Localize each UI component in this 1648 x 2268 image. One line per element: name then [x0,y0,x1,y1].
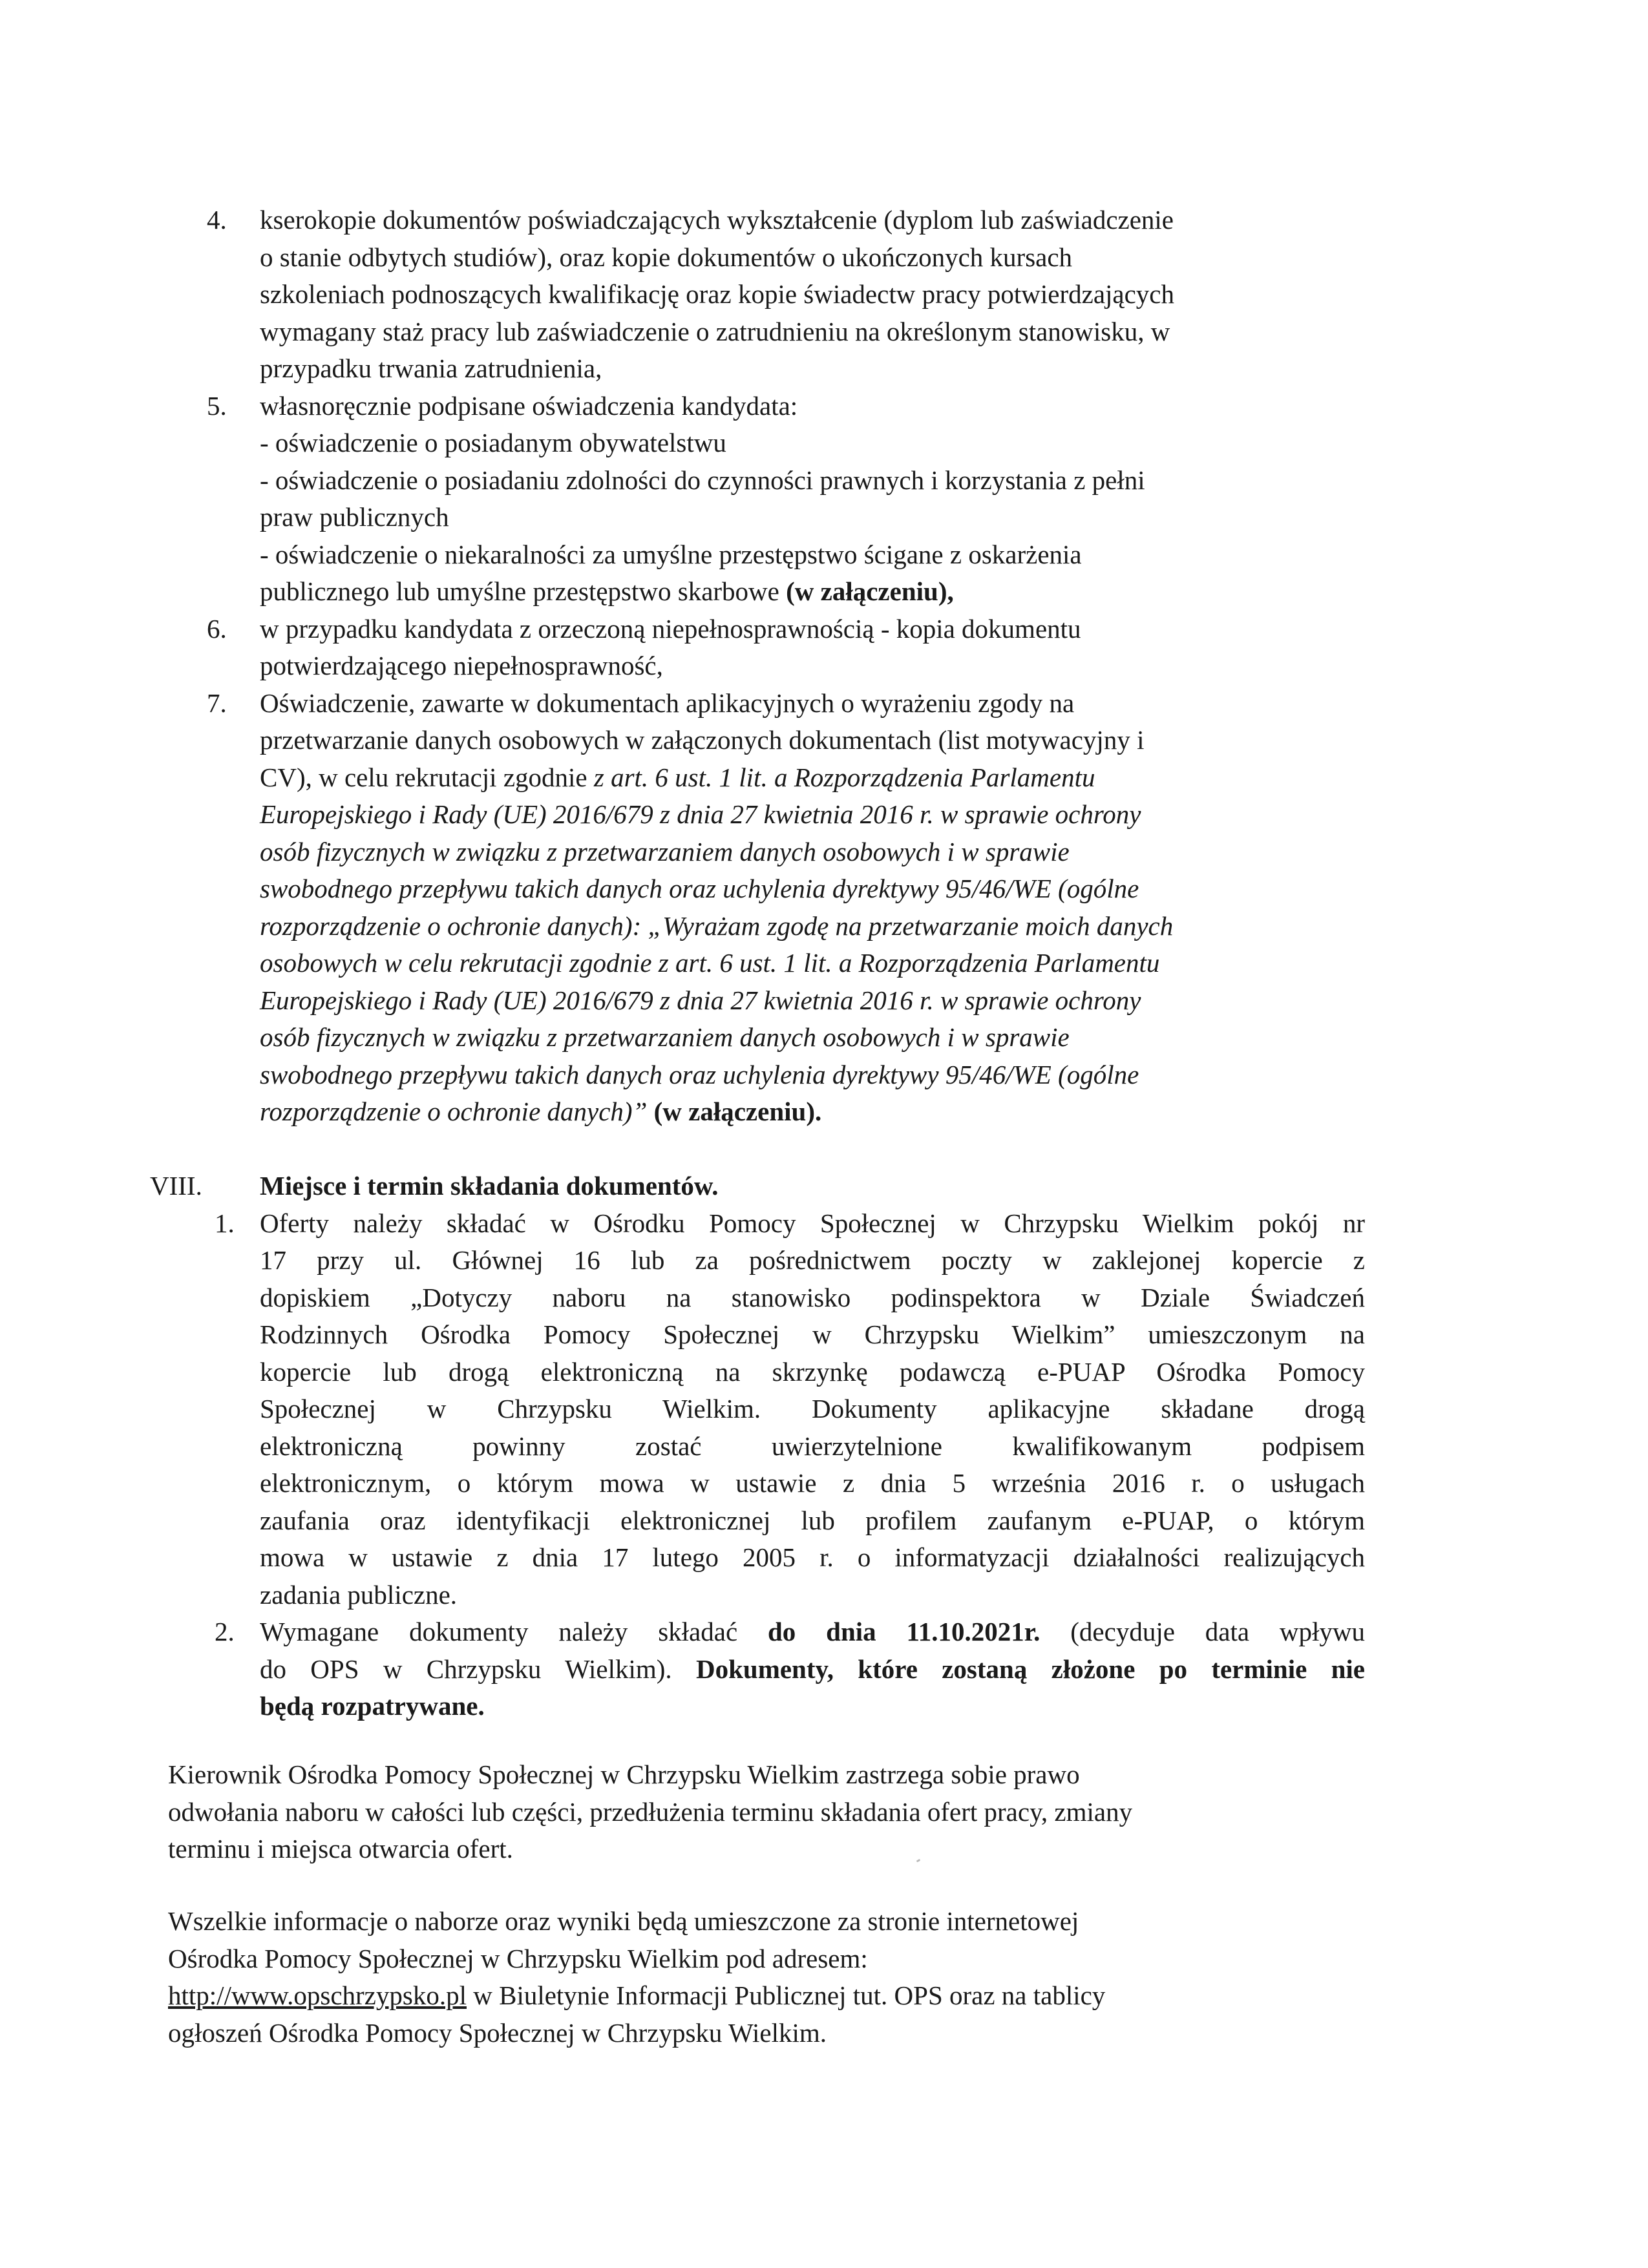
section-number: VIII. [150,1171,202,1201]
item-text-plain: publicznego lub umyślne przestępstwo skarbowe [260,576,787,606]
paragraph-line: terminu i miejsca otwarcia ofert. [168,1834,513,1864]
legal-citation-line: rozporządzenie o ochronie danych): „Wyrażam zgodę na przetwarzanie moich danych [260,910,1174,941]
legal-citation-line: osób fizycznych w związku z przetwarzaniem danych osobowych i w sprawie [260,1022,1070,1052]
point-text-line: Społecznej w Chrzypsku Wielkim. Dokumenty aplikacyjne składane drogą [260,1394,1365,1423]
point-text-line: elektroniczną powinny zostać uwierzytelnione kwalifikowanym podpisem [260,1431,1365,1461]
item-text-line: wymagany staż pracy lub zaświadczenie o zatrudnieniu na określonym stanowisku, w [260,316,1170,346]
point-text-line: zadania publiczne. [260,1579,458,1610]
item-text-line: kserokopie dokumentów poświadczających wykształcenie (dyplom lub zaświadczenie [260,205,1174,235]
legal-citation-line: swobodnego przepływu takich danych oraz uchylenia dyrektywy 95/46/WE (ogólne [260,1059,1139,1089]
item-text-line [260,573,1396,611]
point-text-line: 17 przy ul. Głównej 16 lub za pośrednictwem poczty w zaklejonej kopercie z [260,1245,1365,1275]
list-item [194,685,1396,1131]
paragraph-line: Ośrodka Pomocy Społecznej w Chrzypsku Wielkim pod adresem: [168,1943,868,1973]
legal-citation-line: Europejskiego i Rady (UE) 2016/679 z dnia 27 kwietnia 2016 r. w sprawie ochrony [260,799,1141,829]
legal-citation: rozporządzenie o ochronie danych)” [260,1097,654,1126]
item-number: 5. [207,390,227,421]
section-heading [150,1168,1365,1205]
item-text-line: praw publicznych [260,502,449,532]
information-paragraph [168,1903,1370,2052]
section-point [150,1205,1365,1614]
point-text-line: dopiskiem „Dotyczy naboru na stanowisko podinspektora w Dziale Świadczeń [260,1282,1365,1312]
item-number: 7. [207,688,227,718]
legal-citation-line: osobowych w celu rekrutacji zgodnie z art. 6 ust. 1 lit. a Rozporządzenia Parlamentu [260,948,1160,978]
list-item [194,202,1396,388]
item-text-line [260,759,1396,797]
point-text-plain: Wymagane dokumenty należy składać [260,1617,768,1646]
item-text-line: przypadku trwania zatrudnienia, [260,353,602,383]
point-text-line: Rodzinnych Ośrodka Pomocy Społecznej w Chrzypsku Wielkim” umieszczonym na [260,1319,1365,1349]
item-text-line: - oświadczenie o niekaralności za umyślne przestępstwo ścigane z oskarżenia [260,539,1082,569]
paragraph-line: Kierownik Ośrodka Pomocy Społecznej w Chrzypsku Wielkim zastrzega sobie prawo [168,1759,1080,1789]
attachment-note: (w załączeniu). [653,1097,822,1126]
paragraph-line: odwołania naboru w całości lub części, przedłużenia terminu składania ofert pracy, zmiany [168,1796,1133,1827]
legal-citation-line: Europejskiego i Rady (UE) 2016/679 z dnia 27 kwietnia 2016 r. w sprawie ochrony [260,985,1141,1015]
item-number: 4. [207,205,227,235]
deadline-warning: Dokumenty, które zostaną złożone po terminie nie [695,1654,1365,1684]
point-text-plain: do OPS w Chrzypsku Wielkim). [260,1654,696,1684]
item-text-line: - oświadczenie o posiadanym obywatelstwu [260,428,726,457]
reservation-paragraph [168,1756,1370,1868]
point-number: 1. [215,1208,235,1238]
legal-citation-line: osób fizycznych w związku z przetwarzaniem danych osobowych i w sprawie [260,836,1070,866]
attachment-note: (w załączeniu), [786,576,954,606]
item-text-line: - oświadczenie o posiadaniu zdolności do czynności prawnych i korzystania z pełni [260,465,1145,495]
point-text-line: Oferty należy składać w Ośrodku Pomocy Społecznej w Chrzypsku Wielkim pokój nr [260,1208,1365,1238]
website-link[interactable]: http://www.opschrzypsko.pl [168,1980,467,2010]
list-item [194,611,1396,685]
point-text-plain: (decyduje data wpływu [1040,1617,1365,1646]
legal-citation-line: swobodnego przepływu takich danych oraz uchylenia dyrektywy 95/46/WE (ogólne [260,874,1139,903]
paragraph-line: ogłoszeń Ośrodka Pomocy Społecznej w Chrzypsku Wielkim. [168,2017,827,2048]
item-text-line: Oświadczenie, zawarte w dokumentach aplikacyjnych o wyrażeniu zgody na [260,688,1075,718]
item-number: 6. [207,613,227,644]
requirements-list [194,202,1396,1131]
point-text-line [260,1613,1365,1651]
point-text-line: elektronicznym, o którym mowa w ustawie z dnia 5 września 2016 r. o usługach [260,1468,1365,1498]
point-text-line [260,1651,1365,1688]
deadline-date: do dnia 11.10.2021r. [768,1617,1041,1646]
item-text-line: potwierdzającego niepełnosprawność, [260,651,663,680]
item-text-line: własnoręcznie podpisane oświadczenia kandydata: [260,390,798,421]
item-text-line [260,1093,1396,1131]
point-text-line: zaufania oraz identyfikacji elektronicznej lub profilem zaufanym e-PUAP, o którym [260,1505,1365,1535]
deadline-warning: będą rozpatrywane. [260,1691,485,1721]
section-viii [150,1168,1365,1725]
paragraph-line [168,1977,1370,2015]
legal-citation: z art. 6 ust. 1 lit. a Rozporządzenia Parlamentu [593,762,1095,792]
item-text-line: szkoleniach podnoszących kwalifikację oraz kopie świadectw pracy potwierdzających [260,279,1175,309]
item-text-plain: CV), w celu rekrutacji zgodnie [260,762,594,792]
point-text-line: kopercie lub drogą elektroniczną na skrzynkę podawczą e-PUAP Ośrodka Pomocy [260,1356,1365,1387]
section-title: Miejsce i termin składania dokumentów. [260,1171,719,1201]
item-text-line: o stanie odbytych studiów), oraz kopie dokumentów o ukończonych kursach [260,242,1073,272]
point-text-line: mowa w ustawie z dnia 17 lutego 2005 r. o informatyzacji działalności realizujących [260,1542,1365,1572]
paragraph-line: Wszelkie informacje o naborze oraz wyniki będą umieszczone za stronie internetowej [168,1906,1079,1936]
paragraph-text: w Biuletynie Informacji Publicznej tut. OPS oraz na tablicy [466,1980,1106,2010]
list-item [194,388,1396,611]
item-text-line: w przypadku kandydata z orzeczoną niepełnosprawnością - kopia dokumentu [260,613,1081,644]
point-number: 2. [215,1617,235,1646]
section-point [150,1613,1365,1725]
item-text-line: przetwarzanie danych osobowych w załączonych dokumentach (list motywacyjny i [260,725,1145,755]
